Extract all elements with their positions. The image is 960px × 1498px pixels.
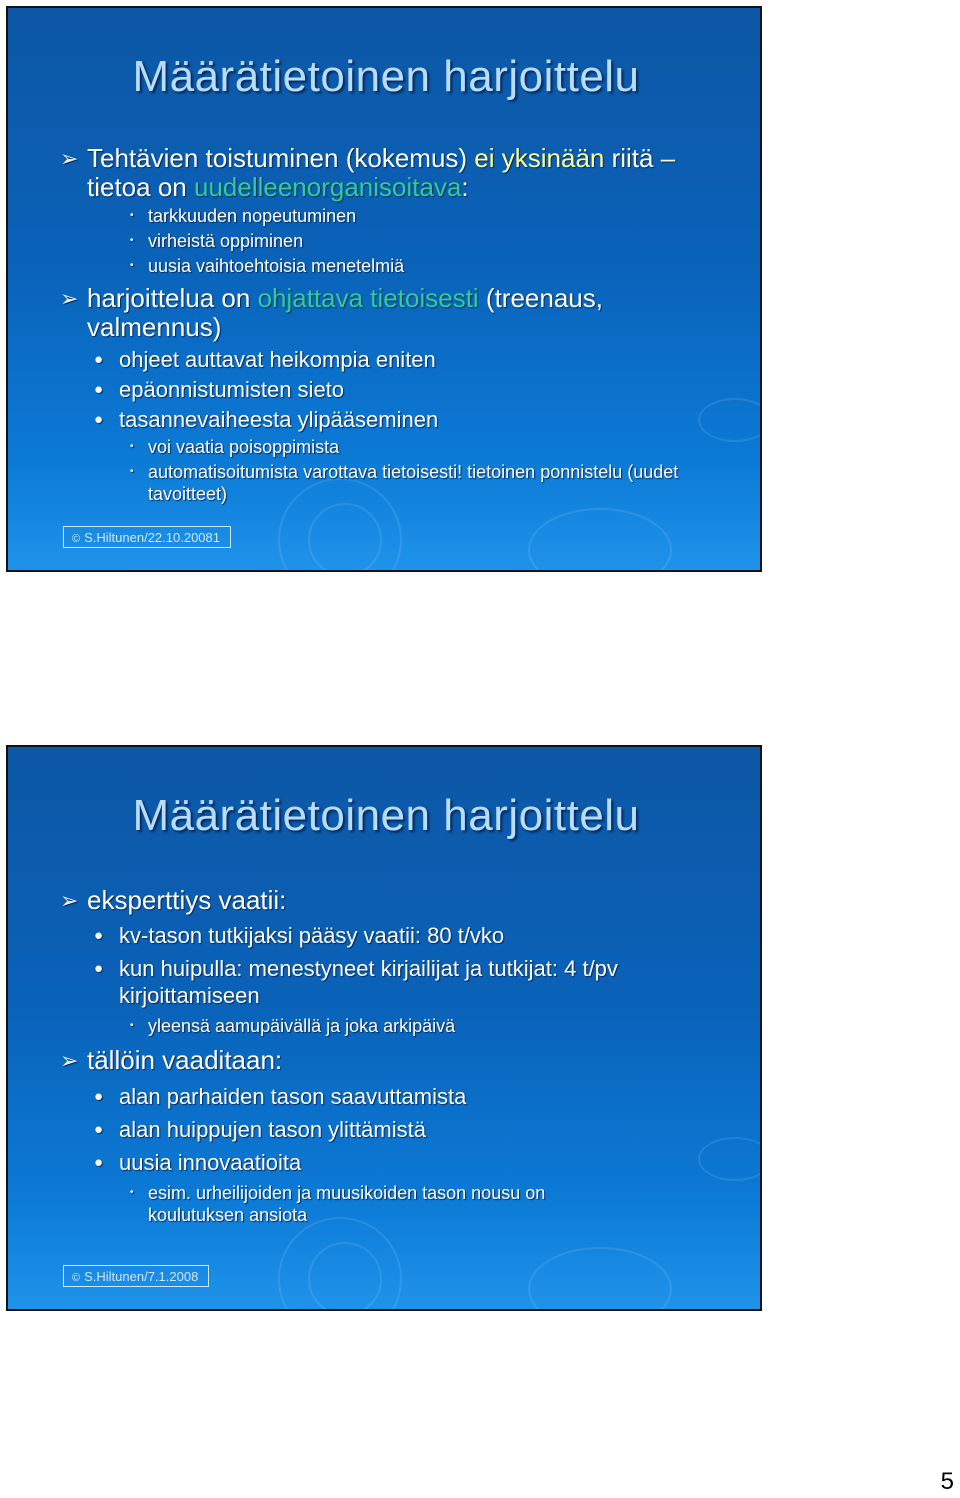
highlight-text: ohjattava tietoisesti (257, 283, 479, 313)
ripple-decoration (528, 1247, 672, 1311)
copyright-icon: © (72, 1272, 81, 1284)
sub-bullet-item (130, 255, 720, 277)
arrow-bullet-icon: ➢ (60, 286, 79, 311)
sub-bullet-item (130, 230, 720, 252)
sub-bullet-text: ohjeet auttavat heikompia eniten (119, 347, 436, 372)
round-bullet-icon: ● (94, 1088, 104, 1105)
sub-sub-bullet-item (130, 1015, 720, 1037)
sub-bullet-text: virheistä oppiminen (148, 231, 304, 251)
slide-title: Määrätietoinen harjoittelu (132, 52, 640, 101)
round-bullet-icon: ● (94, 927, 104, 944)
slide-footer (63, 1265, 209, 1287)
small-dot-bullet-icon: • (130, 260, 134, 271)
sub-bullet-text: kun huipulla: menestyneet kirjailijat ja tutkijat: 4 t/pv kirjoittamiseen (119, 956, 618, 1008)
small-dot-bullet-icon: • (130, 466, 134, 477)
text-run: riitä – tietoa on (87, 143, 676, 202)
sub-bullet-item (94, 1116, 720, 1143)
bullet-item (60, 284, 720, 342)
slide-1 (6, 6, 762, 572)
bullet-text (87, 284, 720, 342)
sub-bullet-text: uusia innovaatioita (119, 1150, 302, 1175)
bullet-text (87, 144, 720, 202)
sub-bullet-item (94, 1083, 720, 1110)
text-run: harjoittelua on (87, 283, 258, 313)
bullet-item (60, 886, 720, 915)
sub-bullet-text: tasannevaiheesta ylipääseminen (119, 407, 439, 432)
sub-bullet-item (94, 1149, 720, 1176)
bullet-item (60, 144, 720, 202)
slide-title: Määrätietoinen harjoittelu (132, 791, 640, 840)
sub-bullet-text: kv-tason tutkijaksi pääsy vaatii: 80 t/vko (119, 923, 505, 948)
slide-footer (63, 526, 231, 548)
arrow-bullet-icon: ➢ (60, 888, 79, 913)
small-dot-bullet-icon: • (130, 235, 134, 246)
sub-sub-bullet-item (130, 461, 704, 505)
arrow-bullet-icon: ➢ (60, 146, 79, 171)
copyright-icon: © (72, 533, 81, 545)
sub-sub-bullet-item (130, 1182, 620, 1226)
round-bullet-icon: ● (94, 1121, 104, 1138)
round-bullet-icon: ● (94, 1154, 104, 1171)
sub-sub-bullet-item (130, 436, 720, 458)
sub-sub-bullet-text: esim. urheilijoiden ja muusikoiden tason nousu on koulutuksen ansiota (148, 1183, 546, 1225)
arrow-bullet-icon: ➢ (60, 1048, 79, 1073)
sub-sub-bullet-text: voi vaatia poisoppimista (148, 437, 340, 457)
sub-bullet-item (94, 406, 720, 433)
sub-bullet-item (94, 955, 700, 1009)
small-dot-bullet-icon: • (130, 1187, 134, 1198)
page-number: 5 (940, 1468, 954, 1495)
sub-bullet-text: tarkkuuden nopeutuminen (148, 206, 357, 226)
bullet-text: tällöin vaaditaan: (87, 1045, 283, 1075)
text-run: (treenaus, valmennus) (87, 283, 603, 342)
round-bullet-icon: ● (94, 351, 104, 368)
round-bullet-icon: ● (94, 960, 104, 977)
round-bullet-icon: ● (94, 411, 104, 428)
sub-sub-bullet-text: automatisoitumista varottava tietoisesti! tietoinen ponnistelu (uudet tavoitteet) (148, 462, 679, 504)
ripple-decoration (528, 508, 672, 572)
sub-sub-bullet-text: yleensä aamupäivällä ja joka arkipäivä (148, 1016, 456, 1036)
ripple-decoration (308, 1242, 382, 1311)
small-dot-bullet-icon: • (130, 1020, 134, 1031)
sub-bullet-item (94, 922, 720, 949)
text-run: : (461, 172, 469, 202)
small-dot-bullet-icon: • (130, 210, 134, 221)
bullet-item (60, 1046, 720, 1075)
small-dot-bullet-icon: • (130, 441, 134, 452)
text-run: Tehtävien toistuminen (kokemus) (87, 143, 475, 173)
round-bullet-icon: ● (94, 381, 104, 398)
footer-text: S.Hiltunen/7.1.2008 (84, 1269, 199, 1284)
highlight-text: uudelleenorganisoitava (193, 172, 462, 202)
highlight-text: ei yksinään (474, 143, 605, 173)
footer-text: S.Hiltunen/22.10.20081 (84, 530, 220, 545)
sub-bullet-text: uusia vaihtoehtoisia menetelmiä (148, 256, 405, 276)
sub-bullet-text: alan huippujen tason ylittämistä (119, 1117, 426, 1142)
sub-bullet-text: epäonnistumisten sieto (119, 377, 345, 402)
sub-bullet-item (130, 205, 720, 227)
ripple-decoration (308, 503, 382, 572)
bullet-text: eksperttiys vaatii: (87, 885, 287, 915)
sub-bullet-text: alan parhaiden tason saavuttamista (119, 1084, 467, 1109)
sub-bullet-item (94, 346, 720, 373)
slide-2 (6, 745, 762, 1311)
sub-bullet-item (94, 376, 720, 403)
